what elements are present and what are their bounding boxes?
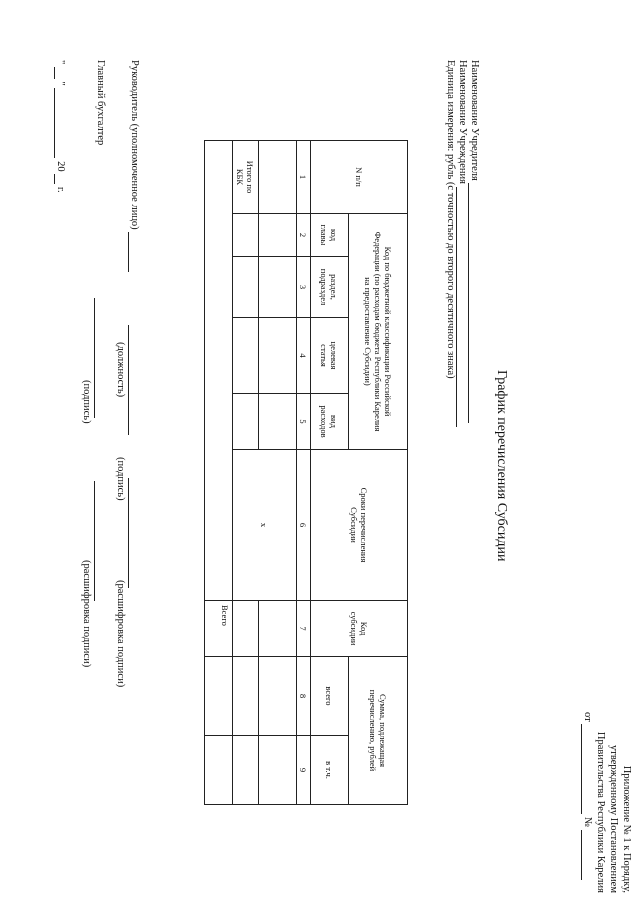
page-title: График перечисления Субсидии — [494, 370, 509, 562]
num-cell: 8 — [297, 657, 311, 736]
head-line-2 — [128, 325, 139, 435]
head-line-3 — [128, 478, 139, 588]
cell — [233, 257, 259, 318]
num-cell: 3 — [297, 257, 311, 318]
date-g: г. — [55, 186, 66, 193]
head-label: Руководитель (уполномоченное лицо) — [129, 60, 140, 230]
appendix-line-2: утвержденному Постановлением — [608, 745, 619, 893]
table-number-row — [297, 141, 311, 805]
th-kbk — [349, 214, 408, 450]
th-vtch: в т.ч. — [311, 736, 349, 805]
cell — [259, 257, 297, 318]
x-cell: x — [233, 450, 297, 601]
th-vsego: всего — [311, 657, 349, 736]
vsego-cell: Всего — [205, 601, 233, 657]
cell — [233, 601, 259, 657]
date-year-line — [54, 174, 65, 184]
founder-label: Наименование Учредителя — [469, 60, 480, 181]
decode2-caption: (расшифровка подписи) — [81, 560, 92, 668]
cell — [259, 141, 297, 214]
th-summa — [349, 657, 408, 805]
num-cell: 1 — [297, 141, 311, 214]
cell — [259, 657, 297, 736]
th-sroki — [311, 450, 408, 601]
appendix-line-1: Приложение № 1 к Порядку, — [621, 765, 632, 893]
date-month-line — [54, 88, 65, 158]
cell — [233, 214, 259, 257]
sign2-caption: (подпись) — [81, 380, 92, 424]
vsego-row — [205, 141, 233, 805]
position-caption: (должность) — [115, 342, 126, 398]
num-cell: 9 — [297, 736, 311, 805]
th-kod-text: Код субсидии — [349, 611, 369, 646]
th-razdel — [311, 257, 349, 318]
appendix-date-line — [581, 724, 592, 814]
num-cell: 6 — [297, 450, 311, 601]
cell — [205, 736, 233, 805]
head-row — [128, 60, 140, 588]
institution-line — [456, 187, 467, 427]
th-statya — [311, 318, 349, 394]
accountant-line-2 — [94, 481, 105, 601]
cell — [205, 657, 233, 736]
th-glava-text: код главы — [319, 224, 340, 246]
accountant-row — [94, 60, 106, 601]
th-num: N п/п — [311, 141, 408, 214]
date-row — [54, 60, 66, 193]
unit-label: Единица измерения: рубль (с точностью до второго десятичного знака) — [445, 60, 456, 379]
appendix-date-row — [581, 712, 593, 880]
sign-caption: (подпись) — [115, 457, 126, 501]
num-cell: 5 — [297, 394, 311, 450]
accountant-label: Главный бухгалтер — [95, 60, 106, 146]
appendix-number-line — [581, 830, 592, 880]
cell — [259, 394, 297, 450]
itogo-cell — [233, 141, 259, 214]
num-cell: 4 — [297, 318, 311, 394]
date-year: 20 — [55, 161, 66, 172]
cell — [233, 318, 259, 394]
th-statya-text: целевая статья — [319, 341, 340, 370]
cell — [205, 141, 233, 601]
institution-row — [456, 60, 468, 427]
num-cell: 2 — [297, 214, 311, 257]
decode-caption: (расшифровка подписи) — [115, 580, 126, 688]
cell — [259, 318, 297, 394]
th-vid-text: вид расходов — [319, 405, 340, 438]
head-line-1 — [128, 232, 139, 272]
cell — [259, 736, 297, 805]
subsidy-schedule-table — [204, 140, 408, 805]
cell — [233, 657, 259, 736]
cell — [259, 601, 297, 657]
th-razdel-text: раздел, подраздел — [319, 268, 340, 306]
founder-line — [468, 183, 479, 423]
itogo-text: Итого по КБК — [235, 160, 256, 194]
institution-label: Наименование Учреждения — [457, 60, 468, 184]
th-kbk-text: Код по бюджетной классификации Российской Федерации (по расходам бюджета Республики Карелия на предоставление Субсидии) — [363, 231, 393, 432]
date-quote-close: " — [55, 81, 66, 86]
num-cell: 7 — [297, 601, 311, 657]
th-glava — [311, 214, 349, 257]
cell — [233, 394, 259, 450]
th-kod — [311, 601, 408, 657]
th-vid — [311, 394, 349, 450]
th-summa-text: Сумма, подлежащая перечислению, рублей — [368, 689, 388, 772]
date-day-line — [54, 67, 65, 79]
appendix-number-label: № — [582, 816, 593, 827]
table-row — [259, 141, 297, 805]
appendix-line-3: Правительства Республики Карелия — [595, 731, 606, 893]
date-quote-open: " — [55, 60, 66, 65]
appendix-from-label: от — [582, 712, 593, 722]
accountant-line-1 — [94, 298, 105, 418]
founder-row — [468, 60, 480, 423]
cell — [259, 214, 297, 257]
cell — [233, 736, 259, 805]
th-sroki-text: Сроки перечисления Субсидии — [349, 487, 369, 563]
